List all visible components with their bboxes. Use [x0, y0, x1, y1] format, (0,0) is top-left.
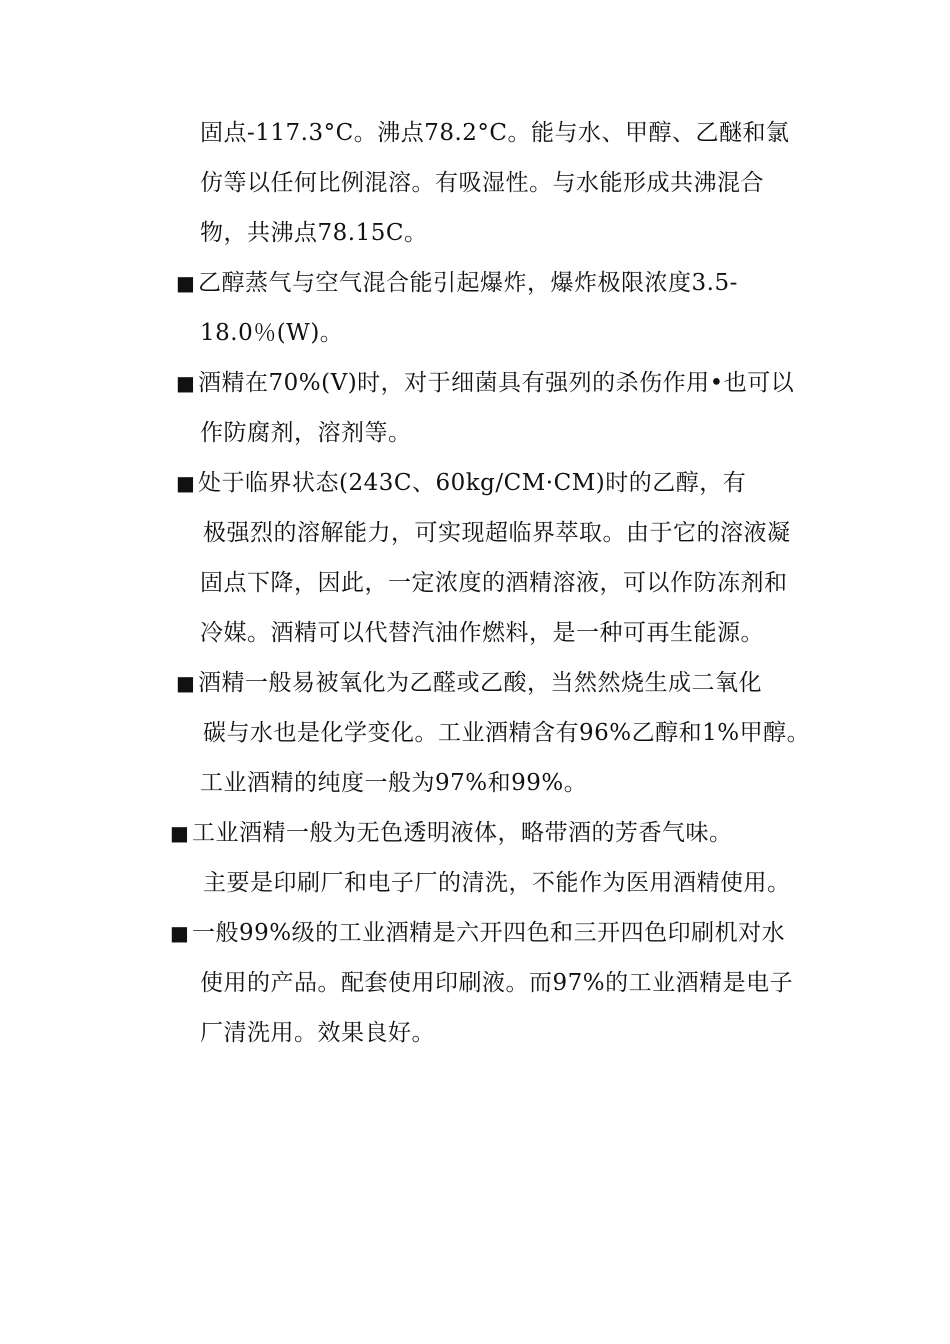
bullet-line: ■ 乙醇蒸气与空气混合能引起爆炸，爆炸极限浓度3.5- [176, 270, 738, 296]
text-line: 作防腐剂，溶剂等。 [200, 420, 412, 446]
bullet-line: ■ 处于临界状态(243C、60kg/CM·CM)时的乙醇，有 [176, 470, 747, 496]
square-bullet-icon: ■ [176, 371, 196, 395]
text-line: 18.0％(W)。 [200, 320, 344, 346]
bullet-line: ■ 一般99%级的工业酒精是六开四色和三开四色印刷机对水 [170, 920, 786, 946]
square-bullet-icon: ■ [176, 471, 196, 495]
text-line: 极强烈的溶解能力，可实现超临界萃取。由于它的溶液凝 [203, 520, 791, 546]
square-bullet-icon: ■ [170, 821, 190, 845]
text-line: 主要是印刷厂和电子厂的清洗，不能作为医用酒精使用。 [203, 870, 791, 896]
bullet-line: ■ 酒精在70%(V)时，对于细菌具有强列的杀伤作用•也可以 [176, 370, 795, 396]
square-bullet-icon: ■ [176, 671, 196, 695]
text-line: 物，共沸点78.15C。 [200, 220, 428, 246]
square-bullet-icon: ■ [170, 921, 190, 945]
bullet-line: ■ 酒精一般易被氧化为乙醛或乙酸，当然然烧生成二氧化 [176, 670, 762, 696]
text-line: 使用的产品。配套使用印刷液。而97%的工业酒精是电子 [200, 970, 794, 996]
bullet-line: ■ 工业酒精一般为无色透明液体，略带酒的芳香气味。 [170, 820, 733, 846]
square-bullet-icon: ■ [176, 271, 196, 295]
text-line: 工业酒精的纯度一般为97%和99%。 [200, 770, 588, 796]
text-line: 固点下降，因此，一定浓度的酒精溶液，可以作防冻剂和 [200, 570, 788, 596]
text-line: 厂清洗用。效果良好。 [200, 1020, 435, 1046]
text-line: 仿等以任何比例混溶。有吸湿性。与水能形成共沸混合 [200, 170, 764, 196]
text-line: 冷媒。酒精可以代替汽油作燃料，是一种可再生能源。 [200, 620, 764, 646]
text-line: 固点-117.3°C。沸点78.2°C。能与水、甲醇、乙醚和氯 [200, 120, 790, 146]
text-line: 碳与水也是化学变化。工业酒精含有96%乙醇和1%甲醇。 [203, 720, 811, 746]
